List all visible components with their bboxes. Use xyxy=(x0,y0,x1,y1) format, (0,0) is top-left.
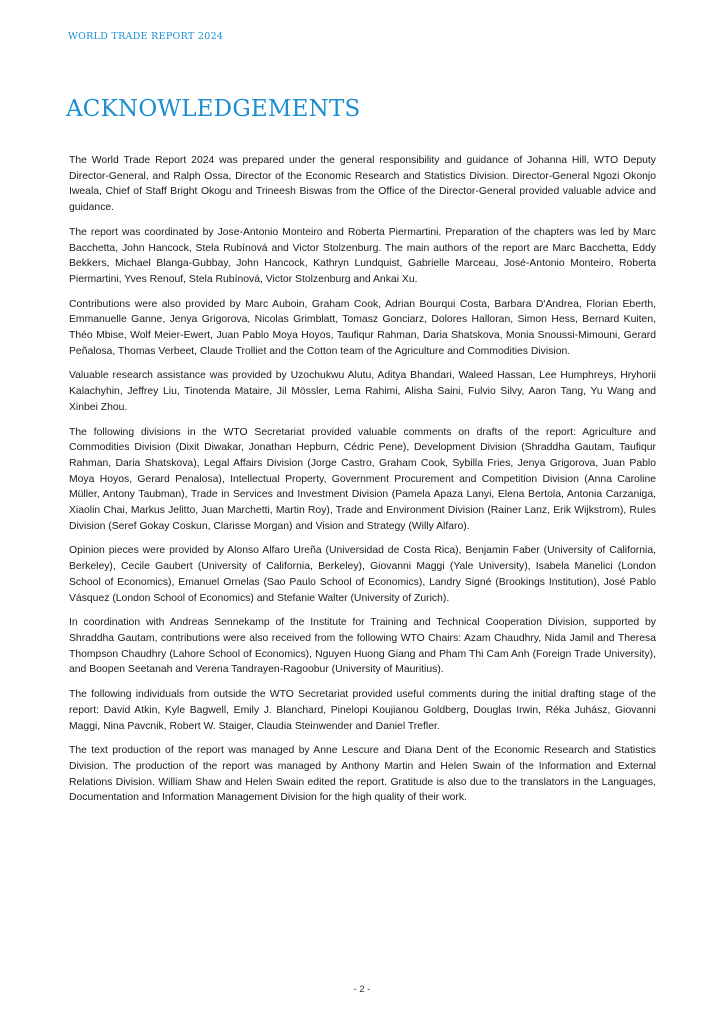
acknowledgements-body xyxy=(69,153,656,815)
paragraph-contributions: Contributions were also provided by Marc Auboin, Graham Cook, Adrian Bourqui Costa, Barbara D'Andrea, Florian Eberth, Emmanuelle Ganne, Jenya Grigorova, Nicolas Grimblatt, Tomasz Gonciarz, Dolores Halloran, Simon Hess, Bernard Kuiten, Théo Mbise, Wolf Meier-Ewert, Juan Pablo Moya Hoyos, Taufiqur Rahman, Daria Shatskova, Monia Snoussi-Mimouni, Gerard Peñalosa, Thomas Verbeet, Claude Trolliet and the Cotton team of the Agriculture and Commodities Division. xyxy=(69,298,656,357)
paragraph-overall-responsibility: The World Trade Report 2024 was prepared under the general responsibility and guidance of Johanna Hill, WTO Deputy Director-General, and Ralph Ossa, Director of the Economic Research and Statistics Division. Director-General Ngozi Okonjo Iweala, Chief of Staff Bright Okogu and Trineesh Biswas from the Office of the Director-General provided valuable advice and guidance. xyxy=(69,155,656,214)
page-title: ACKNOWLEDGEMENTS xyxy=(66,96,361,122)
paragraph-coordination-authors: The report was coordinated by Jose-Antonio Monteiro and Roberta Piermartini. Preparation of the chapters was led by Marc Bacchetta, John Hancock, Stela Rubínová and Victor Stolzenburg. The main authors of the report are Marc Bacchetta, Eddy Bekkers, Michael Blanga-Gubbay, John Hancock, Kathryn Lundquist, Gabrielle Marceau, José-Antonio Monteiro, Roberta Piermartini, Yves Renouf, Stela Rubínová, Victor Stolzenburg and Ankai Xu. xyxy=(69,226,656,285)
paragraph-research-assistance: Valuable research assistance was provided by Uzochukwu Alutu, Aditya Bhandari, Waleed Hassan, Lee Humphreys, Hryhorii Kalachyhin, Jeffrey Liu, Tinotenda Mataire, Jil Mössler, Lema Rahimi, Alisha Saini, Fulvio Silvy, Aaron Tang, Yu Wang and Xinbei Zhou. xyxy=(69,370,656,413)
paragraph-wto-chairs: In coordination with Andreas Sennekamp of the Institute for Training and Technical Cooperation Division, supported by Shraddha Gautam, contributions were also received from the following WTO Chairs: Azam Chaudhry, Nida Jamil and Theresa Thompson Chaudhry (Lahore School of Economics), Nguyen Huong Giang and Pham Thi Cam Anh (Foreign Trade University), and Boopen Seetanah and Verena Tandrayen-Ragoobur (University of Mauritius). xyxy=(69,617,656,676)
paragraph-external-comments: The following individuals from outside the WTO Secretariat provided useful comments during the initial drafting stage of the report: David Atkin, Kyle Bagwell, Emily J. Blanchard, Pinelopi Koujianou Goldberg, Douglas Irwin, Réka Juhász, Giovanni Maggi, Nina Pavcnik, Robert W. Staiger, Claudia Steinwender and Daniel Trefler. xyxy=(69,689,656,732)
paragraph-opinion-pieces: Opinion pieces were provided by Alonso Alfaro Ureña (Universidad de Costa Rica), Benjamin Faber (University of California, Berkeley), Cecile Gaubert (University of California, Berkeley), Giovanni Maggi (Yale University), Isabela Manelici (London School of Economics), Emanuel Ornelas (Sao Paulo School of Economics), Landry Signé (Brookings Institution), José Pablo Vásquez (London School of Economics) and Stefanie Walter (University of Zurich). xyxy=(69,545,656,604)
running-header: WORLD TRADE REPORT 2024 xyxy=(68,31,224,42)
paragraph-secretariat-divisions: The following divisions in the WTO Secretariat provided valuable comments on drafts of the report: Agriculture and Commodities Division (Dixit Diwakar, Jonathan Hepburn, Cédric Pene), Development Division (Shraddha Gautam, Taufiqur Rahman, Daria Shatskova), Legal Affairs Division (Jorge Castro, Graham Cook, Sybilla Fries, Jenya Grigorova, Juan Pablo Moya Hoyos, Gerard Penalosa), Intellectual Property, Government Procurement and Competition Division (Anna Caroline Müller, Antony Taubman), Trade in Services and Investment Division (Pamela Apaza Lanyi, Elena Bertola, Antonia Carzaniga, Xiaolin Chai, Markus Jelitto, Juan Marchetti, Martin Roy), Trade and Environment Division (Rainer Lanz, Erik Wijkstrom), Rules Division (Seref Gokay Coskun, Clarisse Morgan) and Vision and Strategy (Willy Alfaro). xyxy=(69,426,656,532)
page-number: - 2 - xyxy=(353,984,371,995)
paragraph-production: The text production of the report was managed by Anne Lescure and Diana Dent of the Economic Research and Statistics Division. The production of the report was managed by Anthony Martin and Helen Swain of the Information and External Relations Division. William Shaw and Helen Swain edited the report. Gratitude is also due to the translators in the Languages, Documentation and Information Management Division for the high quality of their work. xyxy=(69,745,656,804)
